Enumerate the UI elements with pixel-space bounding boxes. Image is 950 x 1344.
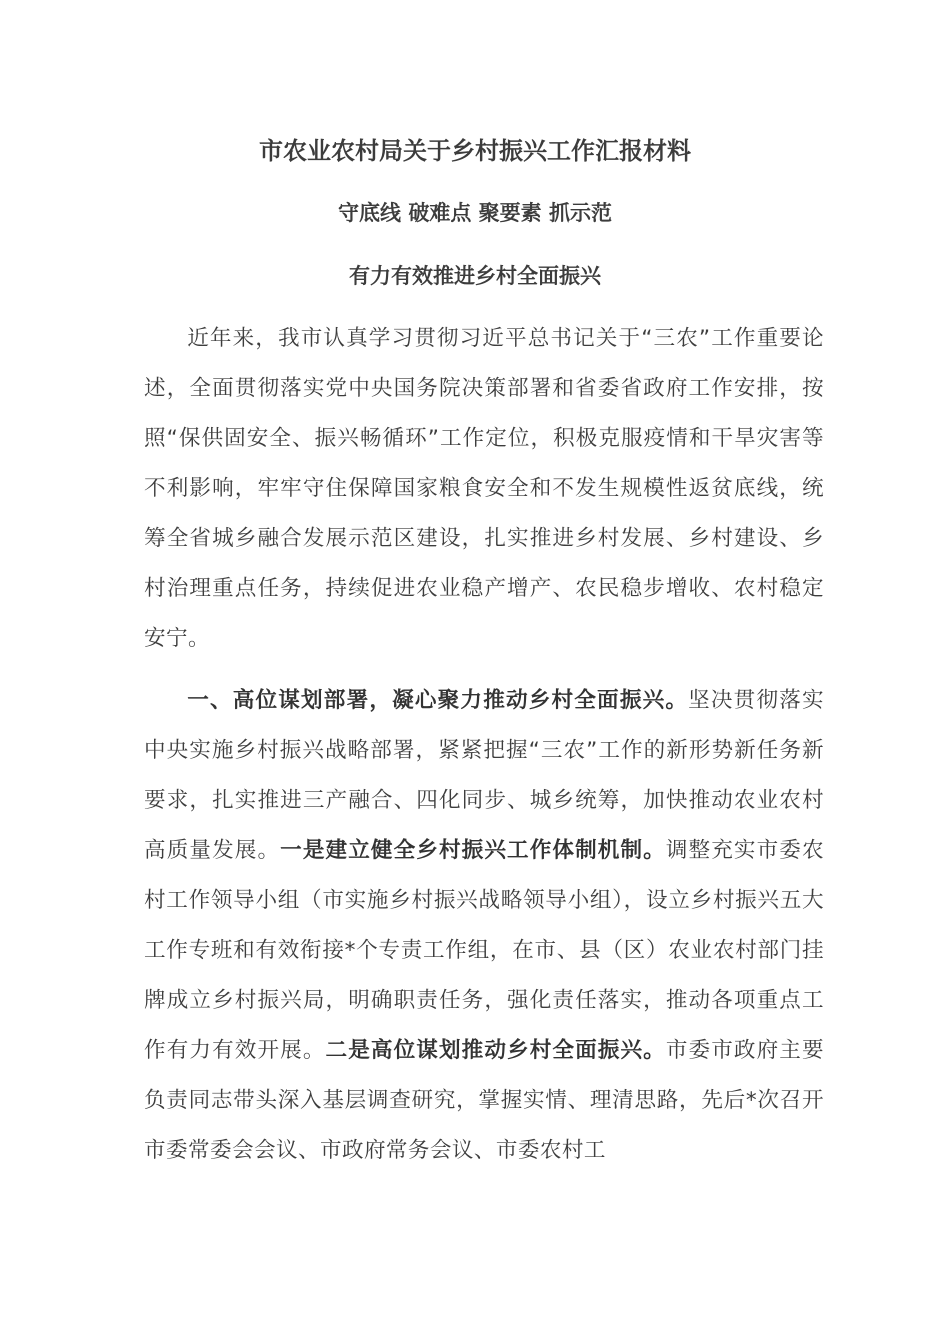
point-2-heading: 二是高位谋划推动乡村全面振兴。 [325, 1038, 666, 1063]
document-subtitle-2: 有力有效推进乡村全面振兴 [349, 264, 601, 288]
section-1-paragraph [144, 676, 824, 1176]
section-1-heading: 一、高位谋划部署，凝心聚力推动乡村全面振兴。 [187, 688, 689, 713]
point-1-text: 调整充实市委农村工作领导小组（市实施乡村振兴战略领导小组），设立乡村振兴五大工作专班和有效衔接*个专责工作组，在市、县（区）农业农村部门挂牌成立乡村振兴局，明确职责任务，强化责任落实，推动各项重点工作有力有效开展。 [144, 838, 824, 1063]
intro-paragraph: 近年来，我市认真学习贯彻习近平总书记关于“三农”工作重要论述，全面贯彻落实党中央国务院决策部署和省委省政府工作安排，按照“保供固安全、振兴畅循环”工作定位，积极克服疫情和干旱灾害等不利影响，牢牢守住保障国家粮食安全和不发生规模性返贫底线，统筹全省城乡融合发展示范区建设，扎实推进乡村发展、乡村建设、乡村治理重点任务，持续促进农业稳产增产、农民稳步增收、农村稳定安宁。 [144, 326, 824, 651]
point-1-heading: 一是建立健全乡村振兴工作体制机制。 [280, 838, 666, 863]
document-title: 市农业农村局关于乡村振兴工作汇报材料 [259, 137, 691, 165]
section-1-text: 坚决贯彻落实中央实施乡村振兴战略部署，紧紧把握“三农”工作的新形势新任务新要求，扎实推进三产融合、四化同步、城乡统筹，加快推动农业农村高质量发展。 [144, 688, 824, 863]
document-subtitle-1: 守底线 破难点 聚要素 抓示范 [338, 201, 612, 225]
point-2-text: 市委市政府主要负责同志带头深入基层调查研究，掌握实情、理清思路，先后*次召开市委常委会会议、市政府常务会议、市委农村工 [144, 1038, 824, 1163]
